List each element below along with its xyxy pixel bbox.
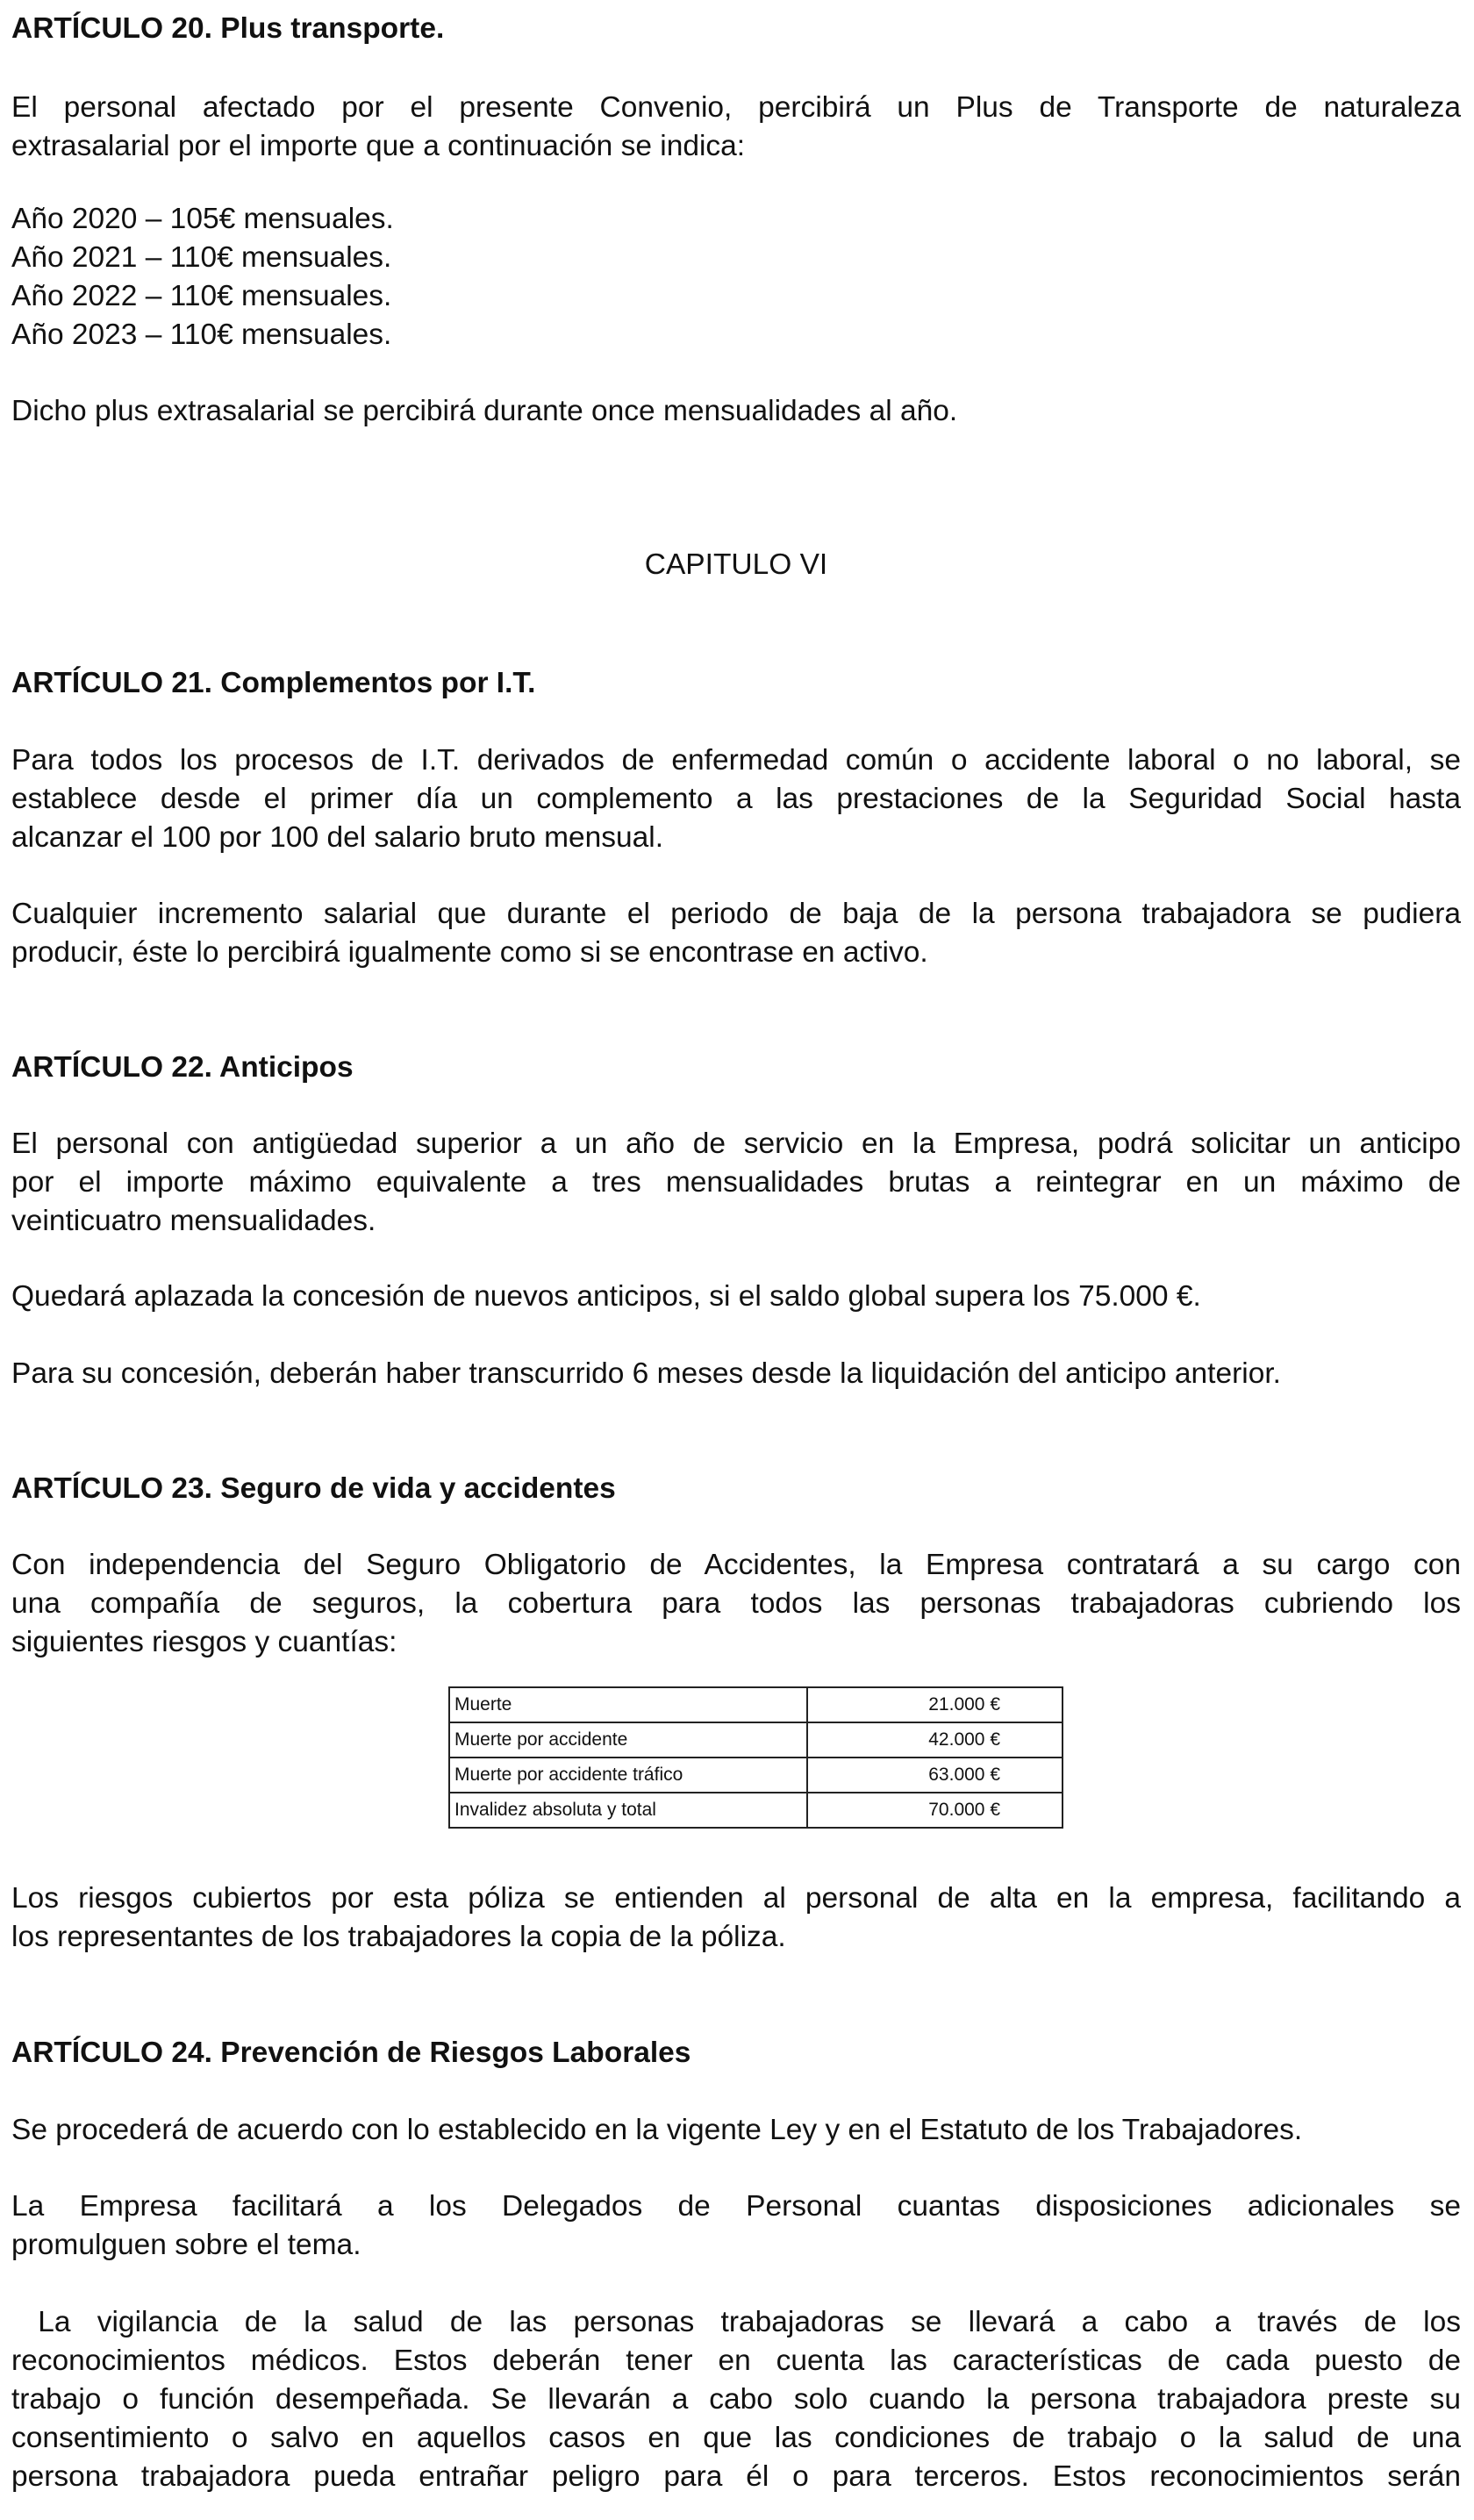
article-23-paragraph-2 — [11, 1879, 1461, 1957]
text-line: El personal afectado por el presente Convenio, percibirá un Plus de Transporte de naturaleza — [11, 91, 1461, 124]
text-line: establece desde el primer día un complemento a las prestaciones de la Seguridad Social hasta — [11, 783, 1461, 815]
text-line: veinticuatro mensualidades. — [11, 1205, 376, 1237]
article-24-paragraph-1 — [11, 2111, 1461, 2150]
text-line: los representantes de los trabajadores la copia de la póliza. — [11, 1921, 786, 1953]
text-line: Para su concesión, deberán haber transcurrido 6 meses desde la liquidación del anticipo anterior. — [11, 1357, 1281, 1390]
text-line: por el importe máximo equivalente a tres mensualidades brutas a reintegrar en un máximo de — [11, 1166, 1461, 1199]
text-line: Los riesgos cubiertos por esta póliza se entienden al personal de alta en la empresa, facilitando a — [11, 1882, 1461, 1915]
text-line: consentimiento o salvo en aquellos casos en que las condiciones de trabajo o la salud de una — [11, 2422, 1461, 2454]
article-20-amount-list — [11, 200, 1461, 354]
table-row — [449, 1758, 1063, 1793]
text-line: Para todos los procesos de I.T. derivados de enfermedad común o accidente laboral o no laboral, se — [11, 744, 1461, 777]
table-row — [449, 1722, 1063, 1758]
text-line: alcanzar el 100 por 100 del salario bruto mensual. — [11, 821, 664, 854]
text-line: persona trabajadora pueda entrañar peligro para él o para terceros. Estos reconocimientos serán — [11, 2460, 1461, 2493]
article-23-heading: ARTÍCULO 23. Seguro de vida y accidentes — [11, 1472, 616, 1505]
article-20-paragraph-2 — [11, 392, 1461, 431]
article-22-paragraph-2 — [11, 1278, 1461, 1316]
amount-cell: 21.000 € — [807, 1687, 1063, 1722]
article-22-paragraph-1 — [11, 1125, 1461, 1241]
text-line: siguientes riesgos y cuantías: — [11, 1626, 397, 1658]
amount-cell: 63.000 € — [807, 1758, 1063, 1793]
article-24-heading: ARTÍCULO 24. Prevención de Riesgos Laborales — [11, 2037, 691, 2069]
article-20-heading: ARTÍCULO 20. Plus transporte. — [11, 12, 445, 45]
article-24-paragraph-2 — [11, 2187, 1461, 2265]
risk-cell: Muerte — [449, 1687, 807, 1722]
text-line: Cualquier incremento salarial que durante el periodo de baja de la persona trabajadora se pudiera — [11, 898, 1461, 930]
amount-item: Año 2020 – 105€ mensuales. — [11, 203, 394, 235]
amount-item: Año 2023 – 110€ mensuales. — [11, 319, 392, 351]
amount-item: Año 2022 – 110€ mensuales. — [11, 280, 392, 312]
article-24-paragraph-3 — [11, 2303, 1461, 2496]
text-line: La Empresa facilitará a los Delegados de Personal cuantas disposiciones adicionales se — [11, 2190, 1461, 2223]
amount-cell: 42.000 € — [807, 1722, 1063, 1758]
article-21-heading: ARTÍCULO 21. Complementos por I.T. — [11, 667, 536, 699]
article-20-paragraph-1 — [11, 89, 1461, 166]
text-line: Con independencia del Seguro Obligatorio de Accidentes, la Empresa contratará a su cargo con — [11, 1549, 1461, 1581]
risk-cell: Invalidez absoluta y total — [449, 1793, 807, 1828]
text-line: El personal con antigüedad superior a un año de servicio en la Empresa, podrá solicitar un anticipo — [11, 1128, 1461, 1160]
risk-cell: Muerte por accidente tráfico — [449, 1758, 807, 1793]
text-line: extrasalarial por el importe que a continuación se indica: — [11, 130, 746, 162]
article-22-heading: ARTÍCULO 22. Anticipos — [11, 1051, 354, 1084]
text-line: una compañía de seguros, la cobertura para todos las personas trabajadoras cubriendo los — [11, 1587, 1461, 1620]
table-row — [449, 1793, 1063, 1828]
text-line: promulguen sobre el tema. — [11, 2229, 361, 2261]
text-line: Quedará aplazada la concesión de nuevos anticipos, si el saldo global supera los 75.000 €. — [11, 1280, 1201, 1313]
risk-cell: Muerte por accidente — [449, 1722, 807, 1758]
article-23-paragraph-1 — [11, 1546, 1461, 1662]
chapter-title: CAPITULO VI — [644, 548, 828, 581]
amount-cell: 70.000 € — [807, 1793, 1063, 1828]
article-22-paragraph-3 — [11, 1355, 1461, 1393]
article-21-paragraph-1 — [11, 741, 1461, 857]
text-line: producir, éste lo percibirá igualmente como si se encontrase en activo. — [11, 936, 928, 969]
text-line: trabajo o función desempeñada. Se llevarán a cabo solo cuando la persona trabajadora preste su — [11, 2383, 1461, 2416]
table-row — [449, 1687, 1063, 1722]
insurance-coverage-table — [448, 1686, 1063, 1829]
amount-item: Año 2021 – 110€ mensuales. — [11, 241, 392, 274]
text-line: Dicho plus extrasalarial se percibirá durante once mensualidades al año. — [11, 395, 958, 427]
text-line: reconocimientos médicos. Estos deberán tener en cuenta las características de cada puesto de — [11, 2345, 1461, 2377]
text-line: Se procederá de acuerdo con lo establecido en la vigente Ley y en el Estatuto de los Trabajadores. — [11, 2114, 1303, 2146]
article-21-paragraph-2 — [11, 895, 1461, 972]
text-line: La vigilancia de la salud de las personas trabajadoras se llevará a cabo a través de los — [11, 2306, 1461, 2338]
